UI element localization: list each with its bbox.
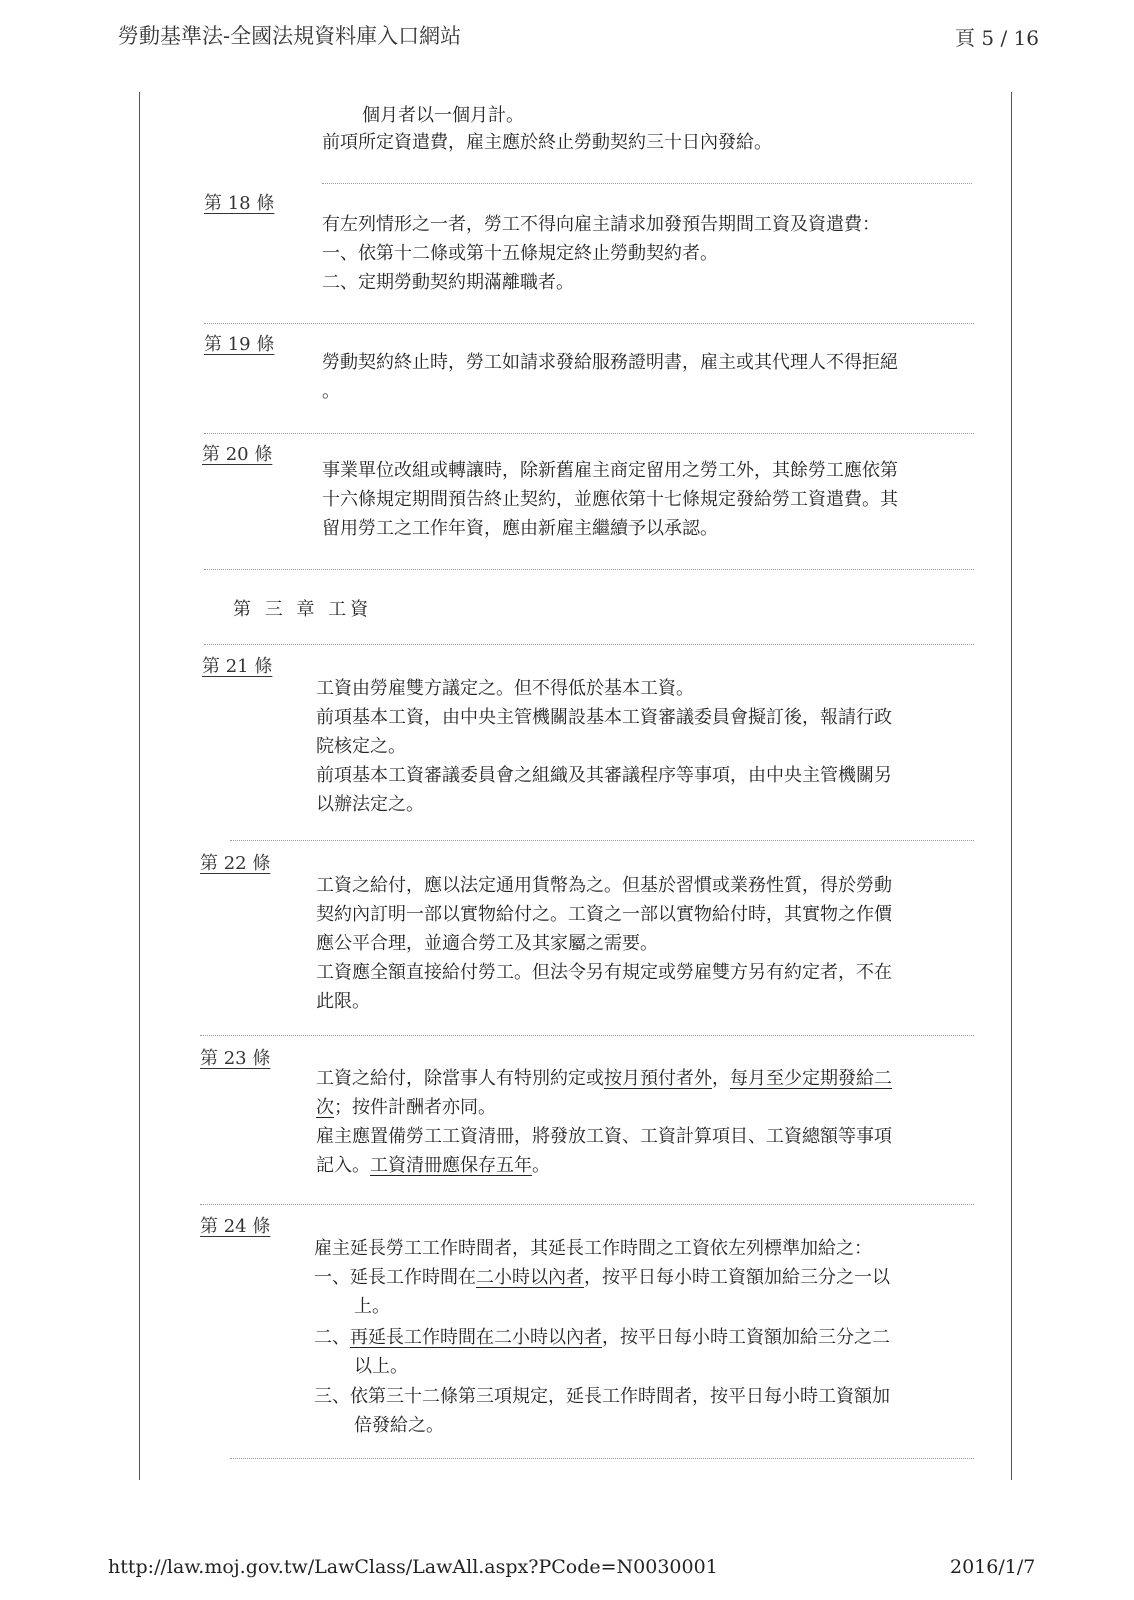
- law-content: [140, 92, 1010, 1482]
- article-label-22[interactable]: 第 22 條: [200, 853, 271, 874]
- page-indicator: 頁 5 / 16: [955, 26, 1039, 50]
- article-text-line: 雇主應置備勞工工資清冊，將發放工資、工資計算項目、工資總額等事項: [316, 1126, 892, 1147]
- underlined-text: 二小時以內者: [476, 1267, 584, 1288]
- footer-date: 2016/1/7: [950, 1556, 1036, 1578]
- article-separator: [230, 1458, 974, 1459]
- prev-article-line: 個月者以一個月計。: [362, 105, 524, 126]
- footer-url[interactable]: http://law.moj.gov.tw/LawClass/LawAll.aspx?PCode=N0030001: [108, 1556, 718, 1578]
- article-label-23[interactable]: 第 23 條: [200, 1048, 271, 1069]
- article-text-line: 院核定之。: [316, 736, 406, 757]
- article-text-line: [316, 1068, 892, 1090]
- article-separator: [230, 840, 974, 841]
- chapter-heading: 第 三 章 工資: [233, 599, 373, 620]
- article-text-line: [316, 1097, 496, 1119]
- article-text-line: 留用勞工之工作年資，應由新雇主繼續予以承認。: [322, 518, 718, 539]
- text-segment: 一、延長工作時間在: [314, 1267, 476, 1288]
- article-text-line: 應公平合理，並適合勞工及其家屬之需要。: [316, 933, 658, 954]
- article-text-line: 倍發給之。: [354, 1415, 444, 1436]
- article-text-line: 前項基本工資，由中央主管機關設基本工資審議委員會擬訂後，報請行政: [316, 707, 892, 728]
- article-separator: [204, 644, 974, 645]
- article-text-line: 二、定期勞動契約期滿離職者。: [322, 272, 574, 293]
- underlined-text: 每月至少定期發給二: [730, 1068, 892, 1089]
- article-text-line: 工資應全額直接給付勞工。但法令另有規定或勞雇雙方另有約定者，不在: [316, 962, 892, 983]
- article-text-line: 以辦法定之。: [316, 794, 424, 815]
- article-separator: [322, 183, 972, 184]
- article-separator: [204, 323, 974, 324]
- article-text-line: 三、依第三十二條第三項規定，延長工作時間者，按平日每小時工資額加: [314, 1386, 890, 1407]
- article-text-line: 事業單位改組或轉讓時，除新舊雇主商定留用之勞工外，其餘勞工應依第: [322, 460, 898, 481]
- text-segment: 。: [532, 1155, 550, 1176]
- text-segment: ，按平日每小時工資額加給三分之一以: [584, 1267, 890, 1288]
- article-text-line: 一、依第十二條或第十五條規定終止勞動契約者。: [322, 243, 718, 264]
- article-text-line: 勞動契約終止時，勞工如請求發給服務證明書，雇主或其代理人不得拒絕: [322, 352, 898, 373]
- text-segment: ；按件計酬者亦同。: [334, 1097, 496, 1118]
- article-text-line: 上。: [354, 1296, 390, 1317]
- article-text-line: [316, 1155, 550, 1177]
- document-header-title: 勞動基準法-全國法規資料庫入口網站: [118, 24, 462, 48]
- article-text-line: 有左列情形之一者，勞工不得向雇主請求加發預告期間工資及資遣費：: [322, 214, 880, 235]
- article-text-line: [314, 1327, 890, 1349]
- article-separator: [204, 433, 974, 434]
- article-separator: [200, 1035, 974, 1036]
- article-separator: [204, 569, 974, 570]
- text-segment: 工資之給付，除當事人有特別約定或: [316, 1068, 604, 1089]
- underlined-text: 工資清冊應保存五年: [370, 1155, 532, 1176]
- underlined-text: 再延長工作時間在二小時以內者: [350, 1327, 602, 1348]
- article-label-19[interactable]: 第 19 條: [204, 334, 275, 355]
- article-label-21[interactable]: 第 21 條: [202, 656, 273, 677]
- article-text-line: 工資之給付，應以法定通用貨幣為之。但基於習慣或業務性質，得於勞動: [316, 875, 892, 896]
- page-frame-right: [1011, 92, 1012, 1480]
- article-text-line: 十六條規定期間預告終止契約，並應依第十七條規定發給勞工資遣費。其: [322, 489, 898, 510]
- article-label-18[interactable]: 第 18 條: [204, 193, 275, 214]
- text-segment: 二、: [314, 1327, 350, 1348]
- article-label-24[interactable]: 第 24 條: [200, 1216, 271, 1237]
- article-text-line: 。: [322, 381, 340, 402]
- text-segment: 記入。: [316, 1155, 370, 1176]
- prev-article-line: 前項所定資遣費，雇主應於終止勞動契約三十日內發給。: [322, 132, 772, 153]
- article-text-line: 前項基本工資審議委員會之組織及其審議程序等事項，由中央主管機關另: [316, 765, 892, 786]
- text-segment: ，: [712, 1068, 730, 1089]
- article-text-line: 此限。: [316, 991, 370, 1012]
- article-text-line: 工資由勞雇雙方議定之。但不得低於基本工資。: [316, 678, 694, 699]
- article-separator: [200, 1204, 974, 1205]
- underlined-text: 次: [316, 1097, 334, 1118]
- article-text-line: [314, 1267, 890, 1289]
- text-segment: ，按平日每小時工資額加給三分之二: [602, 1327, 890, 1348]
- article-text-line: 契約內訂明一部以實物給付之。工資之一部以實物給付時，其實物之作價: [316, 904, 892, 925]
- underlined-text: 按月預付者外: [604, 1068, 712, 1089]
- article-text-line: 雇主延長勞工工作時間者，其延長工作時間之工資依左列標準加給之：: [314, 1238, 872, 1259]
- article-text-line: 以上。: [354, 1356, 408, 1377]
- article-label-20[interactable]: 第 20 條: [202, 444, 273, 465]
